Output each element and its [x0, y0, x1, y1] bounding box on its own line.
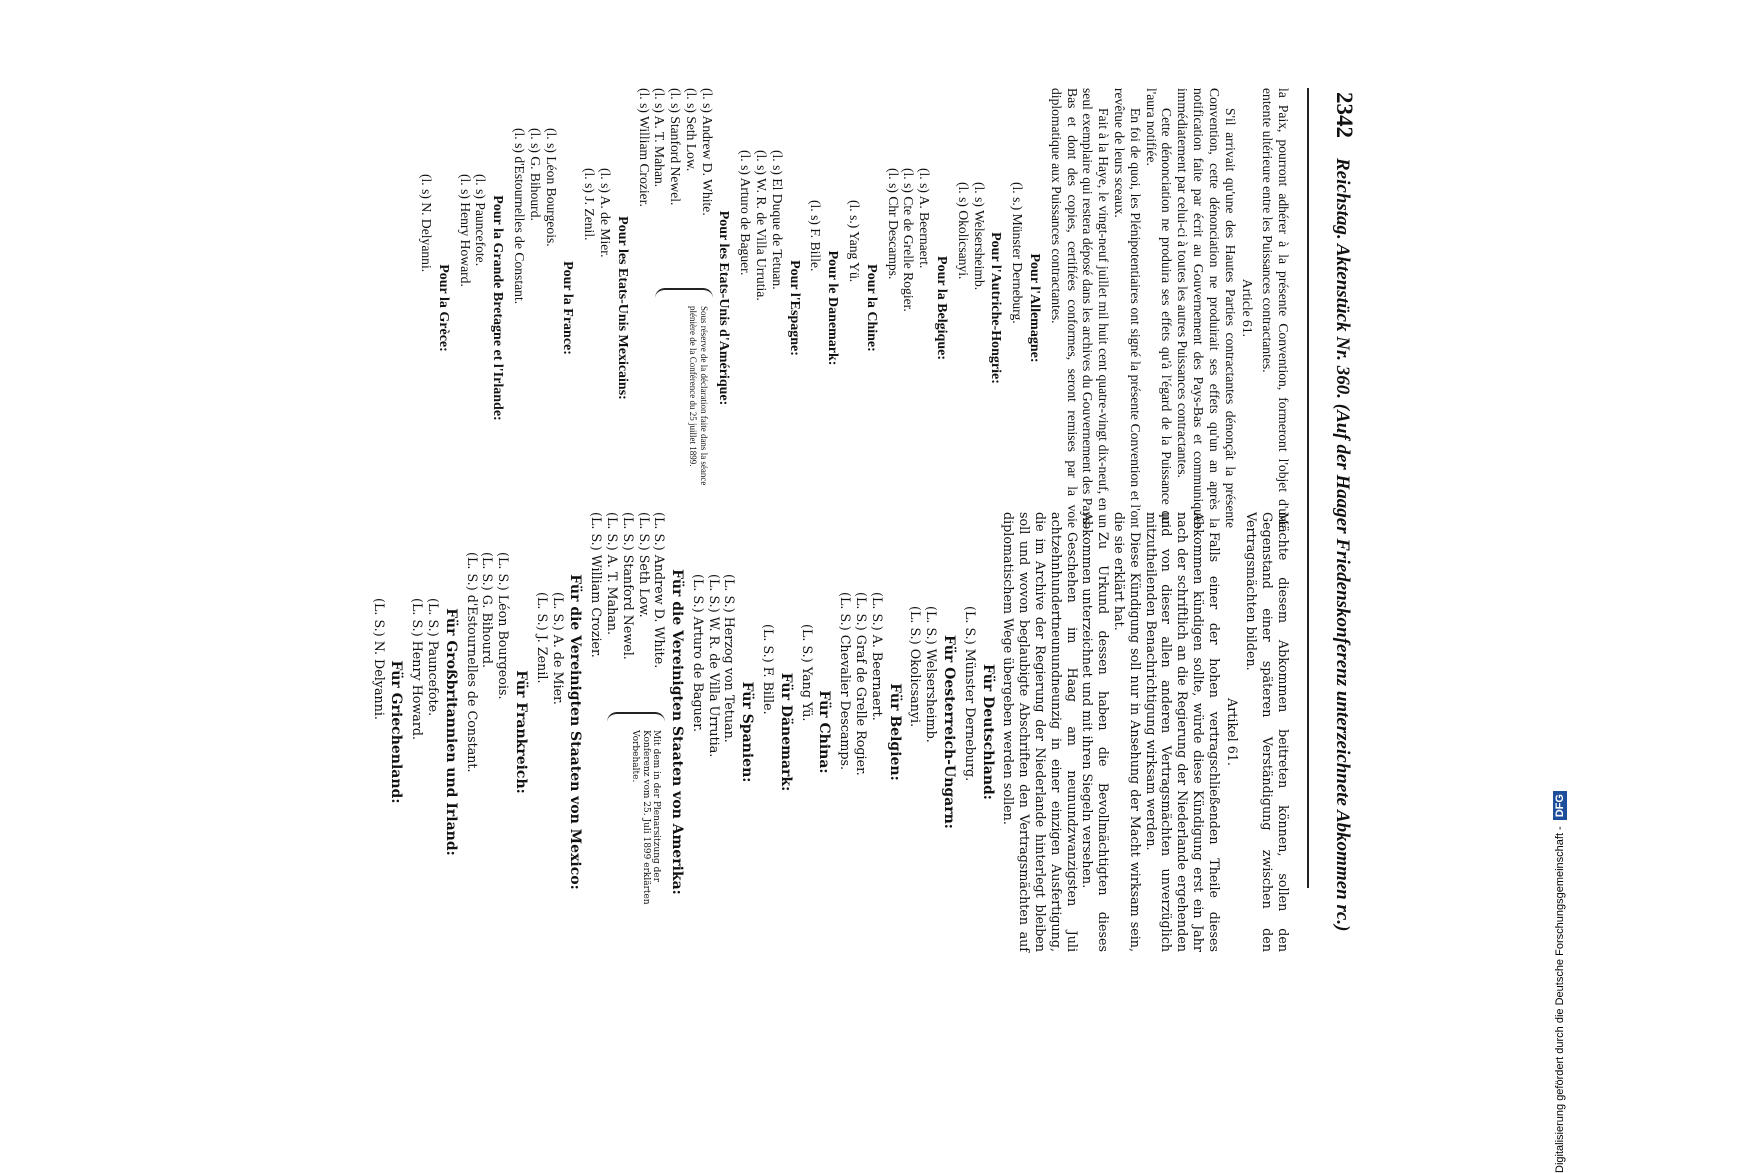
signature-line: (l. s.) Yang Yü.	[847, 200, 863, 283]
signature-line: (L. S.) J. Zenil.	[534, 592, 550, 684]
dfg-logo: DFG	[1553, 791, 1567, 820]
signature-line: (l. s) Léon Bourgeois.	[543, 128, 559, 247]
sig-heading: Pour la France:	[560, 261, 576, 355]
sig-heading: Pour les Etats-Unis Mexicains:	[614, 216, 630, 400]
signature-line: (l. s) N. Delyanni.	[418, 174, 434, 273]
signature-line: (L. S.) Münster Derneburg.	[962, 606, 978, 782]
sig-heading: Pour la Grèce:	[435, 264, 451, 352]
sig-heading: Pour l'Autriche-Hongrie:	[988, 232, 1004, 384]
sig-heading: Pour la Chine:	[863, 264, 879, 352]
page-number: 2342	[1332, 92, 1357, 138]
sig-heading: Für Griechenland:	[388, 660, 405, 804]
sig-heading: Für China:	[816, 690, 833, 774]
french-intro: la Paix, pourront adhérer à la présente Convention, formeront l'objet d'une entente ultérieure entre les Puissances contractantes.	[1260, 88, 1291, 528]
signature-line: (l. s) El Duque de Tetuan.	[769, 150, 785, 290]
brace	[655, 288, 713, 302]
french-para-1: S'il arrivait qu'une des Hautes Parties contractantes dénonçât la présente Convention, cette dénonciation ne produirait ses effets qu'un an après la notification faite par écrit au Gouvernement des Pays-Bas et communiquée immédiatement par celui-ci à toutes les autres Puissances contractantes.	[1175, 88, 1238, 528]
sig-heading: Pour l'Espagne:	[786, 260, 802, 356]
signature-line: (l. s) J. Zenil.	[582, 168, 598, 241]
german-para-4: Geschehen im Haag am neunundzwanzigsten Juli achtzehnhundertneunundneunzig in einer einzigen Ausfertigung, die im Archive der Regierung der Niederlande hinterlegt bleiben soll und wovon beglaubigte Abschriften den Vertragsmächten auf diplomatischem Wege übergeben werden sollen.	[1001, 512, 1080, 952]
signature-line: (l. s) d'Estournelles de Constant.	[511, 128, 527, 305]
signature-line: (L. S.) Graf de Grelle Rogier.	[854, 592, 870, 776]
sig-heading: Für die Vereinigten Staaten von Amerika:	[669, 569, 686, 895]
signature-line: (l. s) Stanford Newel.	[668, 88, 684, 206]
sig-heading: Pour la Grande Bretagne et l'Irlande:	[490, 195, 506, 421]
signature-line: (l. s) William Crozier.	[636, 88, 652, 207]
sig-heading: Pour la Belgique:	[934, 256, 950, 360]
german-intro: Mächte diesem Abkommen beitreten können, sollen den Gegenstand einer späteren Verständigung zwischen den Vertragsmächten bilden.	[1244, 512, 1291, 952]
sig-heading: Für Großbritannien und Irland:	[442, 608, 459, 856]
signature-line: (L. S.) Andrew D. White.	[652, 512, 668, 669]
page-header	[1307, 88, 1363, 932]
signature-line: (l. s) A. T. Mahan.	[652, 88, 668, 188]
signature-line: (l. s) Cte de Grelle Rogier.	[901, 168, 917, 312]
french-para-2: Cette dénonciation ne produira ses effets qu'à l'égard de la Puissance qui l'aura notifiée.	[1143, 88, 1175, 528]
signature-line: (L. S.) Stanford Newel.	[620, 512, 636, 660]
signature-line: (l. s) Pauncefote.	[473, 174, 489, 267]
signature-line: (L. S.) Pauncefote.	[425, 598, 441, 717]
signature-line: (l. s) W. R. de Villa Urrutia.	[754, 150, 770, 301]
signature-line: (l. s.) Münster Derneburg.	[1010, 182, 1026, 324]
signature-line: (L. S.) Léon Bourgeois.	[496, 552, 512, 700]
reservation-note: Sous réserve de la déclaration faite dans la séance plénière de la Conférence du 25 juillet 1899.	[688, 306, 709, 486]
signature-line: (L. S.) A. Beernaert.	[869, 592, 885, 721]
sig-heading: Für Frankreich:	[512, 670, 529, 794]
footer-text: Digitalisierung gefördert durch die Deutsche Forschungsgemeinschaft -	[1554, 826, 1566, 1173]
signature-line: (L. S.) W. R. de Villa Urrutia.	[706, 574, 722, 758]
signature-line: (L. S.) Okolicsanyi.	[908, 606, 924, 728]
signature-line: (L. S.) F. Bille.	[761, 624, 777, 715]
german-column	[371, 512, 1291, 952]
sig-heading: Für Oesterreich-Ungarn:	[941, 635, 958, 829]
sig-heading: Für die Vereinigten Staaten von Mexico:	[567, 574, 584, 890]
signature-line: (L. S.) Chevalier Descamps.	[838, 592, 854, 771]
sig-heading: Pour le Danemark:	[825, 250, 841, 366]
signature-line: (L. S.) Yang Yü.	[799, 624, 815, 722]
signature-line: (l. s) Chr Descamps.	[885, 168, 901, 280]
running-title: Reichstag. Aktenstück Nr. 360. (Auf der Haager Friedenskonferenz unterzeichnete Abkommen rc.)	[1332, 158, 1353, 932]
sig-heading: Für Dänemark:	[777, 672, 794, 792]
signature-line: (L. S.) Welsersheimb.	[924, 606, 940, 743]
digitization-footer	[1365, 794, 1755, 1173]
brace	[607, 712, 665, 726]
signature-line: (l. s) Andrew D. White.	[699, 88, 715, 216]
usa-signatures-de	[588, 512, 667, 952]
french-column	[418, 88, 1291, 528]
signature-line: (l. s) Seth Low.	[683, 88, 699, 172]
german-para-1: Falls einer der hohen vertragschließenden Theile dieses Abkommen kündigen sollte, würde diese Kündigung erst ein Jahr nach der schriftlich an die Regierung der Niederlande ergehenden und von dieser allen anderen Vertragsmächten unverzüglich mitzutheilenden Benachrichtigung wirksam werden.	[1143, 512, 1222, 952]
german-para-3: Zu Urkund dessen haben die Bevollmächtigten dieses Abkommen unterzeichnet und mit ihren Siegeln versehen.	[1080, 512, 1112, 952]
german-article-title: Artikel 61.	[1224, 698, 1240, 766]
signature-line: (l. s) G. Bihourd.	[527, 128, 543, 221]
sig-heading: Pour l'Allemagne:	[1027, 253, 1043, 363]
sig-heading: Für Deutschland:	[979, 664, 996, 800]
signature-line: (l. s) Arturo de Baguer.	[738, 150, 754, 276]
sig-heading: Für Belgien:	[886, 683, 903, 781]
signature-line: (L. S.) d'Estournelles de Constant.	[464, 552, 480, 773]
signature-line: (l. s) Welsersheimb.	[971, 182, 987, 291]
signature-line: (L. S.) Arturo de Baguer.	[690, 574, 706, 732]
french-para-3: En foi de quoi, les Plénipotentiaires ont signé la présente Convention et l'ont revêtue de leurs sceaux.	[1112, 88, 1143, 528]
signature-line: (L. S.) G. Bihourd.	[480, 552, 496, 669]
signature-line: (l. s) Henry Howard.	[457, 174, 473, 287]
signature-line: (L. S.) Herzog von Tetuan.	[722, 574, 738, 743]
signature-line: (l. s) A. de Mier.	[597, 168, 613, 258]
french-article-title: Article 61.	[1240, 278, 1256, 338]
signature-line: (l. s) F. Bille.	[808, 200, 824, 272]
reservation-note: Mit dem in der Plenarsitzung der Konferenz vom 25. Juli 1899 erklärten Vorbehalte.	[630, 730, 662, 905]
signature-line: (L. S.) William Crozier.	[589, 512, 605, 658]
german-para-2: Diese Kündigung soll nur in Ansehung der Macht wirksam sein, die sie erklärt hat.	[1112, 512, 1143, 952]
sig-heading: Pour les Etats-Unis d'Amérique:	[716, 210, 732, 406]
signature-line: (L. S.) A. de Mier.	[550, 592, 566, 705]
usa-signatures	[636, 88, 715, 528]
signature-line: (L. S.) N. Delyanni.	[371, 598, 387, 720]
signature-line: (L. S.) Seth Low.	[636, 512, 652, 618]
sig-heading: Für Spanien:	[739, 681, 756, 783]
french-para-4: Fait à la Haye, le vingt-neuf juillet mil huit cent quatre-vingt dix-neuf, en un seul exemplaire qui restera déposé dans les archives du Gouvernement des Pays-Bas et dont des copies, certifiées conformes, seront remises par la voie diplomatique aux Puissances contractantes.	[1048, 88, 1112, 528]
signature-line: (L. S.) A. T. Mahan.	[604, 512, 620, 636]
signature-line: (L. S.) Henry Howard.	[410, 598, 426, 741]
signature-line: (l. s) A. Beernaert.	[917, 168, 933, 269]
signature-line: (l. s) Okolicsanyi.	[955, 182, 971, 280]
